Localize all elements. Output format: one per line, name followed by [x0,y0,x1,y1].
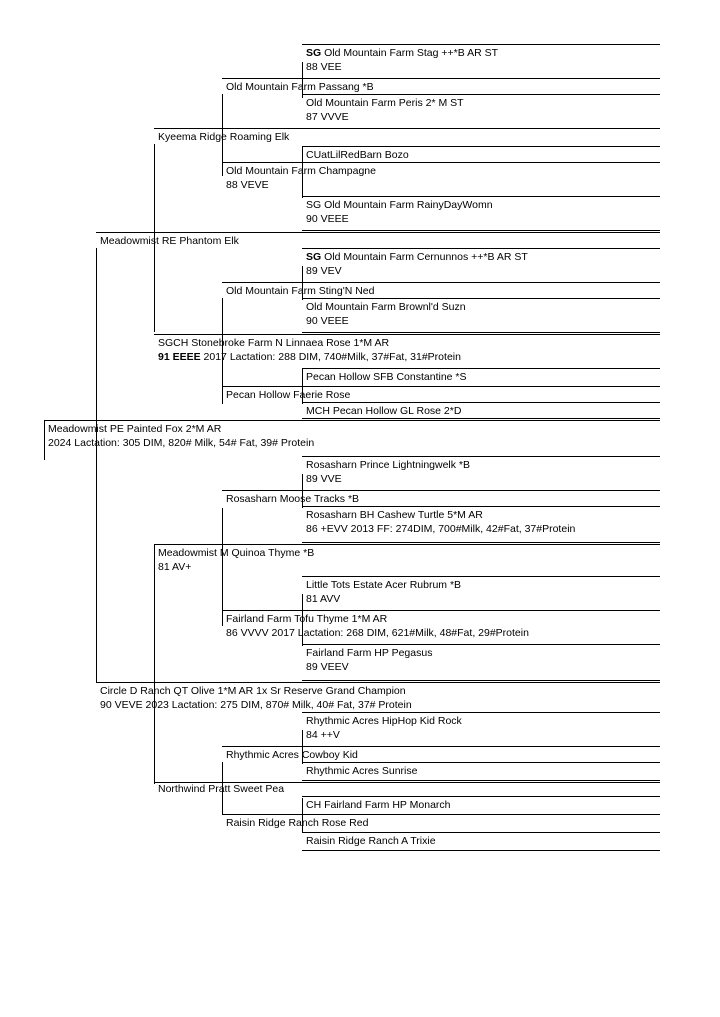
gen2-vline-dam [154,544,155,784]
dsd-info: 86 VVVV 2017 Lactation: 268 DIM, 621#Milk, 48#Fat, 29#Protein [226,627,529,639]
sds-name: Old Mountain Farm Sting'N Ned [226,285,375,297]
dsd-name: Fairland Farm Tofu Thyme 1*M AR [226,613,388,625]
sd-entry [155,334,461,364]
dds-entry [223,746,358,762]
ssss-entry [303,44,498,74]
ssds-name: CUatLilRedBarn Bozo [306,149,409,161]
sd-info-bold: 91 EEEE [158,351,201,363]
sssd-entry [303,94,464,124]
sd-info: 2017 Lactation: 288 DIM, 740#Milk, 37#Fat, 31#Protein [200,351,461,363]
ssss-name: Old Mountain Farm Stag ++*B AR ST [321,47,499,59]
ssd-entry [223,162,376,192]
sdd-entry [223,386,350,402]
ddsd-entry [303,762,417,778]
dsds-name: Little Tots Estate Acer Rubrum *B [306,579,462,591]
sdsd-entry [303,298,466,328]
sire-entry [97,232,239,248]
ds-name: Meadowmist M Quinoa Thyme *B [158,547,315,559]
sddd-name: MCH Pecan Hollow GL Rose 2*D [306,405,462,417]
ssss-info: 88 VEE [306,61,342,73]
sss-name: Old Mountain Farm Passang *B [226,81,374,93]
sdss-prefix: SG [306,251,322,263]
ddds-name: CH Fairland Farm HP Monarch [306,799,451,811]
dsdd-end [302,680,660,681]
gen1-vline [96,248,97,682]
sdsd-info: 90 VEEE [306,315,349,327]
sssd-info: 87 VVVE [306,111,349,123]
ddss-name: Rhythmic Acres HipHop Kid Rock [306,715,462,727]
ddd-name: Raisin Ridge Ranch Rose Red [226,817,369,829]
dam-name: Circle D Ranch QT Olive 1*M AR 1x Sr Reserve Grand Champion [100,685,406,697]
dsss-name: Rosasharn Prince Lightningwelk *B [306,459,471,471]
dsds-info: 81 AVV [306,593,341,605]
dss-entry [223,490,359,506]
ssdd-name: SG Old Mountain Farm RainyDayWomn [306,199,493,211]
dds-name: Rhythmic Acres Cowboy Kid [226,749,358,761]
ddss-entry [303,712,462,742]
dsd-entry [223,610,529,640]
ds-info: 81 AV+ [158,561,192,573]
ssdd-end [302,230,660,231]
dsdd-name: Fairland Farm HP Pegasus [306,647,433,659]
dam-entry [97,682,412,712]
ddd-entry [223,814,368,830]
sd-name: SGCH Stonebroke Farm N Linnaea Rose 1*M AR [158,337,390,349]
sdsd-name: Old Mountain Farm Brownl'd Suzn [306,301,466,313]
ds-entry [155,544,314,574]
ssdd-info: 90 VEEE [306,213,349,225]
ddss-info: 84 ++V [306,729,340,741]
sdds-entry [303,368,467,384]
dam-info: 90 VEVE 2023 Lactation: 275 DIM, 870# Milk, 40# Fat, 37# Protein [100,699,412,711]
dssd-name: Rosasharn BH Cashew Turtle 5*M AR [306,509,483,521]
dsdd-entry [303,644,432,674]
dssd-end [302,542,660,543]
ss-name: Kyeema Ridge Roaming Elk [158,131,290,143]
dss-name: Rosasharn Moose Tracks *B [226,493,360,505]
ddsd-name: Rhythmic Acres Sunrise [306,765,418,777]
sdss-name: Old Mountain Farm Cernunnos ++*B AR ST [321,251,528,263]
ssds-entry [303,146,409,162]
sire-name: Meadowmist RE Phantom Elk [100,235,239,247]
sdd-name: Pecan Hollow Faerie Rose [226,389,351,401]
dsdd-info: 89 VEEV [306,661,349,673]
sdss-entry [303,248,528,278]
sdss-info: 89 VEV [306,265,342,277]
dsss-info: 89 VVE [306,473,342,485]
subject-entry [45,420,314,450]
sddd-entry [303,402,461,418]
dd-name: Northwind Pratt Sweet Pea [158,783,285,795]
sdsd-end [302,332,660,333]
dd-entry [155,780,284,796]
subject-info: 2024 Lactation: 305 DIM, 820# Milk, 54# Fat, 39# Protein [48,437,315,449]
ssss-prefix: SG [306,47,322,59]
sddd-end [302,418,660,419]
ddds-entry [303,796,451,812]
subject-name: Meadowmist PE Painted Fox 2*M AR [48,423,222,435]
sds-entry [223,282,374,298]
ss-entry [155,128,289,144]
ssdd-entry [303,196,493,226]
sssd-name: Old Mountain Farm Peris 2* M ST [306,97,464,109]
sss-entry [223,78,374,94]
dssd-entry [303,506,575,536]
dddd-name: Raisin Ridge Ranch A Trixie [306,835,436,847]
ssd-info: 88 VEVE [226,179,269,191]
dddd-entry [303,832,436,848]
dddd-end [302,850,660,851]
sdds-name: Pecan Hollow SFB Constantine *S [306,371,467,383]
dsds-entry [303,576,461,606]
ddsd-end [302,780,660,781]
ssd-name: Old Mountain Farm Champagne [226,165,376,177]
dssd-info: 86 +EVV 2013 FF: 274DIM, 700#Milk, 42#Fat, 37#Protein [306,523,576,535]
dsss-entry [303,456,470,486]
